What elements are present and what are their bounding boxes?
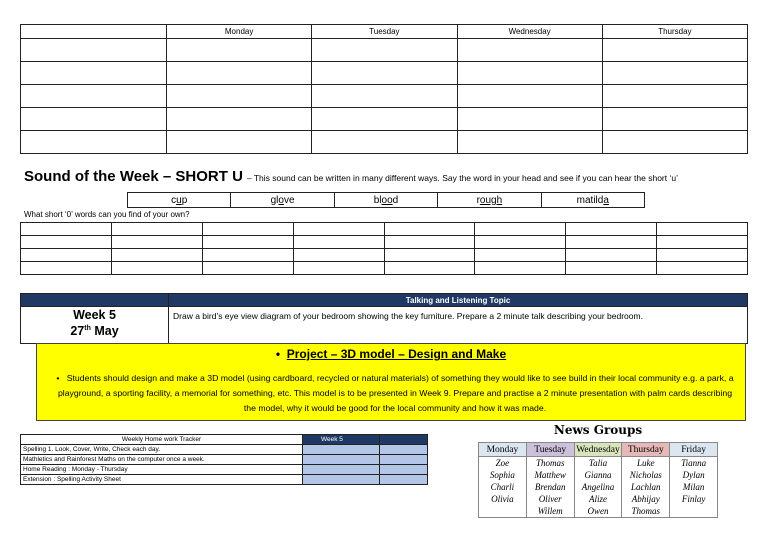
table-row bbox=[21, 85, 748, 108]
news-groups-title: News Groups bbox=[553, 423, 643, 437]
news-day-header: Tuesday bbox=[526, 443, 574, 457]
news-day-header: Thursday bbox=[622, 443, 670, 457]
news-student: Charli bbox=[479, 481, 527, 493]
news-student: Dylan bbox=[670, 469, 718, 481]
week-date: 27th May bbox=[70, 324, 119, 339]
day-header-monday: Monday bbox=[167, 25, 312, 39]
talking-listening-header: Talking and Listening Topic bbox=[169, 294, 748, 307]
news-student: Tianna bbox=[670, 457, 718, 470]
news-student: Alize bbox=[574, 493, 622, 505]
table-row bbox=[21, 108, 748, 131]
tracker-row: Home Reading : Monday - Thursday bbox=[21, 465, 428, 475]
table-row bbox=[21, 131, 748, 154]
news-student: Brendan bbox=[526, 481, 574, 493]
news-day-header: Wednesday bbox=[574, 443, 622, 457]
talking-listening-text: Draw a bird’s eye view diagram of your bedroom showing the key furniture. Prepare a 2 minute talk describing your bedroom. bbox=[169, 307, 748, 344]
bullet: • bbox=[275, 347, 281, 361]
tracker-row: Spelling 1. Look, Cover, Write, Check each day. bbox=[21, 445, 428, 455]
sound-words-table bbox=[127, 192, 645, 208]
news-student: Thomas bbox=[526, 457, 574, 470]
day-header bbox=[21, 25, 167, 39]
day-header-wednesday: Wednesday bbox=[457, 25, 602, 39]
weekly-planner-table bbox=[20, 24, 748, 154]
news-student: Nicholas bbox=[622, 469, 670, 481]
news-student: Finlay bbox=[670, 493, 718, 505]
news-row bbox=[479, 493, 718, 505]
table-row bbox=[21, 223, 748, 236]
tracker-row: Mathletics and Rainforest Maths on the computer once a week. bbox=[21, 455, 428, 465]
sound-of-week-heading bbox=[24, 168, 678, 186]
table-row bbox=[21, 62, 748, 85]
table-row bbox=[21, 262, 748, 275]
talking-listening-table bbox=[20, 293, 748, 344]
news-student: Thomas bbox=[622, 505, 670, 518]
news-student: Gianna bbox=[574, 469, 622, 481]
bullet: • bbox=[56, 373, 60, 383]
table-row bbox=[21, 39, 748, 62]
sound-word: cup bbox=[128, 193, 231, 208]
sound-word: rough bbox=[438, 193, 541, 208]
week-label: Week 5 bbox=[73, 308, 116, 322]
tracker-week-header: Week 5 bbox=[303, 435, 380, 445]
table-row bbox=[21, 236, 748, 249]
weekly-planner-header bbox=[21, 25, 748, 39]
news-row bbox=[479, 457, 718, 470]
day-header-tuesday: Tuesday bbox=[312, 25, 457, 39]
news-groups-table bbox=[478, 442, 718, 518]
news-student: Angelina bbox=[574, 481, 622, 493]
news-student bbox=[479, 505, 527, 518]
news-student: Zoe bbox=[479, 457, 527, 470]
news-student: Willem bbox=[526, 505, 574, 518]
sound-word: glove bbox=[231, 193, 334, 208]
news-student: Sophia bbox=[479, 469, 527, 481]
project-title: • Project – 3D model – Design and Make bbox=[275, 347, 507, 361]
project-box bbox=[36, 343, 746, 421]
news-student: Owen bbox=[574, 505, 622, 518]
tracker-title: Weekly Home work Tracker bbox=[21, 435, 303, 445]
tracker-row: Extension : Spelling Activity Sheet bbox=[21, 475, 428, 485]
news-student: Abhijay bbox=[622, 493, 670, 505]
sound-of-week-title: Sound of the Week – SHORT U bbox=[24, 168, 243, 185]
find-words-prompt: What short ‘0’ words can you find of your own? bbox=[24, 210, 190, 219]
news-student: Olivia bbox=[479, 493, 527, 505]
news-row bbox=[479, 505, 718, 518]
homework-tracker-table bbox=[20, 434, 428, 485]
news-day-header: Friday bbox=[670, 443, 718, 457]
sound-word: blood bbox=[334, 193, 437, 208]
news-student bbox=[670, 505, 718, 518]
news-student: Milan bbox=[670, 481, 718, 493]
news-student: Matthew bbox=[526, 469, 574, 481]
sound-word: matilda bbox=[541, 193, 644, 208]
news-day-header: Monday bbox=[479, 443, 527, 457]
news-student: Luke bbox=[622, 457, 670, 470]
news-row bbox=[479, 469, 718, 481]
table-row bbox=[21, 249, 748, 262]
sound-of-week-description: – This sound can be written in many different ways. Say the word in your head and see if you can hear the short ‘u’ bbox=[246, 173, 678, 183]
day-header-thursday: Thursday bbox=[602, 25, 747, 39]
news-student: Oliver bbox=[526, 493, 574, 505]
project-description: • Students should design and make a 3D model (using cardboard, recycled or natural materials) of something they would like to see build in their local community e.g. a park, a playground, a sporting facility, a memorial for something, etc. This model is to be presented in Week 9. Prepare and practise a 2 minute presentation with palm cards describing the model, why it would be good for the local community and how it was made. bbox=[56, 373, 734, 413]
news-student: Lachlan bbox=[622, 481, 670, 493]
news-row bbox=[479, 481, 718, 493]
own-words-grid bbox=[20, 222, 748, 275]
week-cell bbox=[21, 307, 169, 344]
news-student: Talia bbox=[574, 457, 622, 470]
